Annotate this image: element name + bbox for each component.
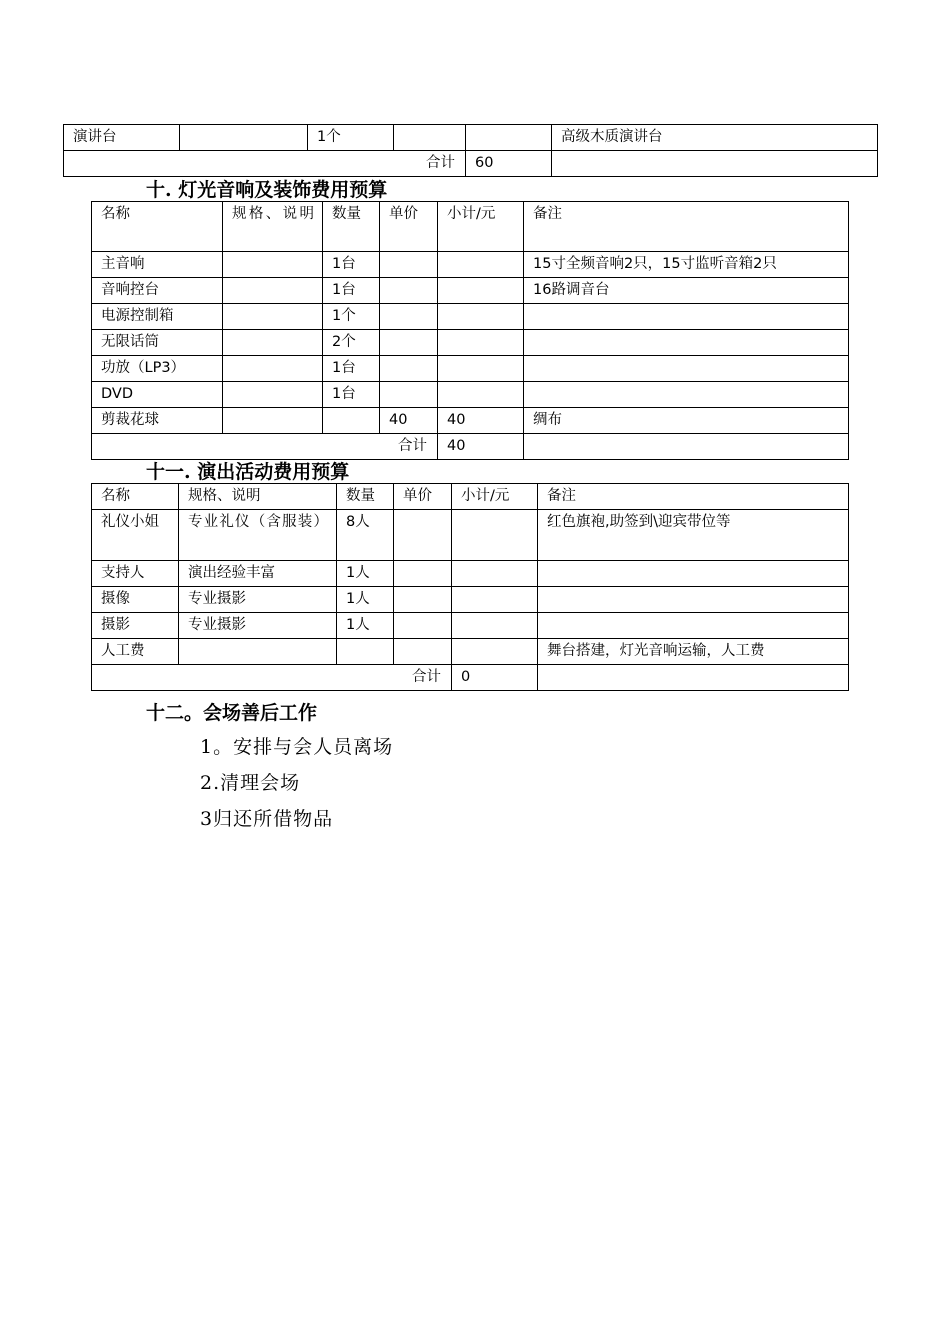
cell-spec xyxy=(223,382,323,408)
cell-subtotal xyxy=(466,125,552,151)
cell-note xyxy=(538,665,849,691)
cell-qty: 8人 xyxy=(337,510,394,561)
table-section11 xyxy=(91,483,849,691)
cell-name: 剪裁花球 xyxy=(92,408,223,434)
table-row xyxy=(64,125,878,151)
cell-subtotal xyxy=(438,382,524,408)
cell-spec xyxy=(223,356,323,382)
cell-name: 功放（LP3） xyxy=(92,356,223,382)
cell-subtotal xyxy=(438,356,524,382)
cell-price xyxy=(380,304,438,330)
header-cell-price: 单价 xyxy=(394,484,452,510)
cell-name: 支持人 xyxy=(92,561,179,587)
header-cell-name: 名称 xyxy=(92,484,179,510)
cell-name: 摄影 xyxy=(92,613,179,639)
section10-heading: 十. 灯光音响及装饰费用预算 xyxy=(146,179,388,201)
cell-qty: 1台 xyxy=(323,252,380,278)
total-label: 合计 xyxy=(92,665,452,691)
cell-price xyxy=(380,330,438,356)
header-row xyxy=(92,484,849,510)
header-cell-subtotal: 小计/元 xyxy=(452,484,538,510)
cell-spec: 专业摄影 xyxy=(179,587,337,613)
cell-subtotal xyxy=(452,561,538,587)
total-row xyxy=(92,434,849,460)
cell-qty: 1人 xyxy=(337,613,394,639)
table-row xyxy=(92,356,849,382)
table-row xyxy=(92,304,849,330)
cell-qty xyxy=(323,408,380,434)
total-label: 合计 xyxy=(64,151,466,177)
cell-price xyxy=(394,587,452,613)
cell-spec xyxy=(223,278,323,304)
cell-spec xyxy=(180,125,308,151)
header-row xyxy=(92,202,849,252)
section12-item-1: 1。安排与会人员离场 xyxy=(200,736,394,758)
cell-subtotal: 40 xyxy=(438,408,524,434)
cell-subtotal xyxy=(452,639,538,665)
cell-spec: 专业礼仪（含服装） xyxy=(179,510,337,561)
section12-item-3: 3归还所借物品 xyxy=(200,808,334,830)
header-cell-note: 备注 xyxy=(538,484,849,510)
total-value: 0 xyxy=(452,665,538,691)
cell-price xyxy=(394,510,452,561)
cell-spec: 专业摄影 xyxy=(179,613,337,639)
table-row xyxy=(92,510,849,561)
cell-price xyxy=(394,613,452,639)
cell-name: 无限话筒 xyxy=(92,330,223,356)
table-row xyxy=(92,639,849,665)
cell-price xyxy=(394,639,452,665)
cell-subtotal xyxy=(452,613,538,639)
cell-qty: 1台 xyxy=(323,382,380,408)
table-row xyxy=(92,252,849,278)
cell-qty xyxy=(337,639,394,665)
section12-heading: 十二。会场善后工作 xyxy=(146,702,318,724)
cell-spec xyxy=(223,330,323,356)
cell-spec xyxy=(223,408,323,434)
cell-qty: 2个 xyxy=(323,330,380,356)
cell-note xyxy=(524,356,849,382)
total-label: 合计 xyxy=(92,434,438,460)
table-row xyxy=(92,330,849,356)
total-value: 60 xyxy=(466,151,552,177)
cell-qty: 1个 xyxy=(308,125,394,151)
section12-item-2: 2.清理会场 xyxy=(200,772,301,794)
header-cell-name: 名称 xyxy=(92,202,223,252)
cell-note: 绸布 xyxy=(524,408,849,434)
table-row xyxy=(92,408,849,434)
header-cell-qty: 数量 xyxy=(323,202,380,252)
cell-name: 摄像 xyxy=(92,587,179,613)
cell-price xyxy=(380,356,438,382)
cell-note xyxy=(552,151,878,177)
header-cell-qty: 数量 xyxy=(337,484,394,510)
cell-note xyxy=(524,330,849,356)
cell-subtotal xyxy=(452,510,538,561)
header-cell-note: 备注 xyxy=(524,202,849,252)
total-row xyxy=(92,665,849,691)
cell-note: 舞台搭建，灯光音响运输，人工费 xyxy=(538,639,849,665)
table-section10 xyxy=(91,201,849,460)
cell-note xyxy=(538,587,849,613)
cell-qty: 1个 xyxy=(323,304,380,330)
cell-note xyxy=(538,613,849,639)
table-row xyxy=(92,561,849,587)
cell-name: 演讲台 xyxy=(64,125,180,151)
cell-name: 电源控制箱 xyxy=(92,304,223,330)
cell-price: 40 xyxy=(380,408,438,434)
cell-note: 15寸全频音响2只，15寸监听音箱2只 xyxy=(524,252,849,278)
header-cell-price: 单价 xyxy=(380,202,438,252)
total-value: 40 xyxy=(438,434,524,460)
cell-price xyxy=(380,382,438,408)
cell-spec xyxy=(223,304,323,330)
header-cell-spec: 规格、说明 xyxy=(223,202,323,252)
cell-note xyxy=(524,304,849,330)
cell-note: 红色旗袍,助签到\迎宾带位等 xyxy=(538,510,849,561)
cell-subtotal xyxy=(438,304,524,330)
cell-spec xyxy=(223,252,323,278)
cell-note xyxy=(524,382,849,408)
cell-subtotal xyxy=(438,330,524,356)
cell-subtotal xyxy=(438,252,524,278)
cell-name: 主音响 xyxy=(92,252,223,278)
table-row xyxy=(92,613,849,639)
cell-qty: 1人 xyxy=(337,587,394,613)
cell-qty: 1台 xyxy=(323,356,380,382)
header-cell-subtotal: 小计/元 xyxy=(438,202,524,252)
cell-note: 16路调音台 xyxy=(524,278,849,304)
cell-name: 人工费 xyxy=(92,639,179,665)
cell-price xyxy=(394,561,452,587)
cell-price xyxy=(380,252,438,278)
cell-note xyxy=(524,434,849,460)
header-cell-spec: 规格、说明 xyxy=(179,484,337,510)
total-row xyxy=(64,151,878,177)
cell-price xyxy=(380,278,438,304)
table-row xyxy=(92,382,849,408)
cell-spec: 演出经验丰富 xyxy=(179,561,337,587)
cell-subtotal xyxy=(452,587,538,613)
cell-qty: 1台 xyxy=(323,278,380,304)
cell-spec xyxy=(179,639,337,665)
cell-price xyxy=(394,125,466,151)
cell-name: 音响控台 xyxy=(92,278,223,304)
table-row xyxy=(92,587,849,613)
cell-name: DVD xyxy=(92,382,223,408)
table-top xyxy=(63,124,878,177)
cell-name: 礼仪小姐 xyxy=(92,510,179,561)
cell-qty: 1人 xyxy=(337,561,394,587)
cell-note: 高级木质演讲台 xyxy=(552,125,878,151)
cell-note xyxy=(538,561,849,587)
section11-heading: 十一. 演出活动费用预算 xyxy=(146,461,350,483)
cell-subtotal xyxy=(438,278,524,304)
table-row xyxy=(92,278,849,304)
